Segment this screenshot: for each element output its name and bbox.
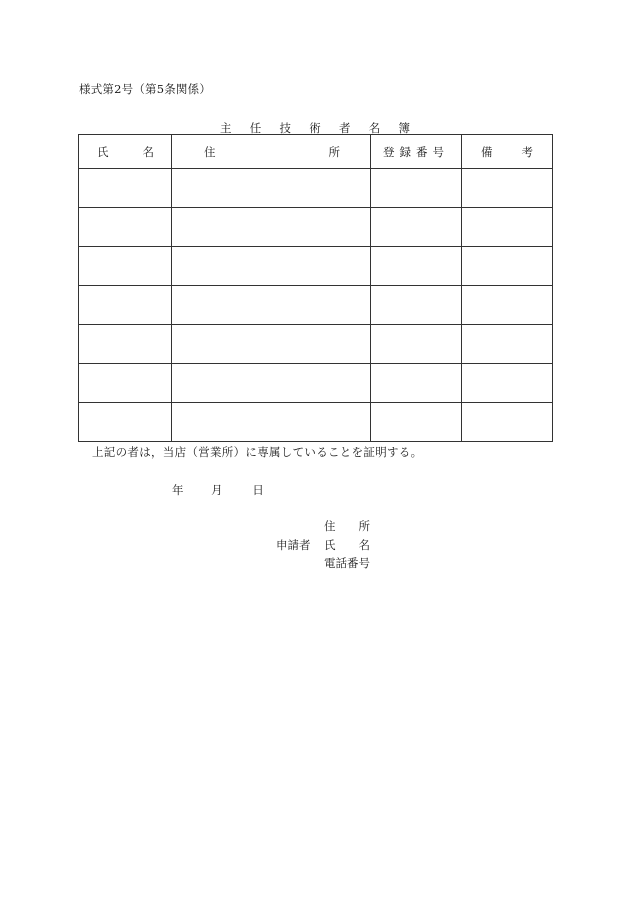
cell-address[interactable] <box>172 247 371 286</box>
cell-registration-number[interactable] <box>371 247 462 286</box>
cell-registration-number[interactable] <box>371 403 462 442</box>
cell-registration-number[interactable] <box>371 325 462 364</box>
cell-address[interactable] <box>172 325 371 364</box>
cell-address[interactable] <box>172 403 371 442</box>
table-row <box>79 247 553 286</box>
title-char: 名 <box>368 121 381 135</box>
cell-name[interactable] <box>79 403 172 442</box>
title-char: 主 <box>220 121 232 135</box>
engineer-register-table <box>78 134 553 442</box>
header-remarks <box>462 135 553 169</box>
cell-registration-number[interactable] <box>371 286 462 325</box>
title-char: 技 <box>279 121 291 135</box>
cell-remarks[interactable] <box>462 169 553 208</box>
applicant-phone-text: 電話番号 <box>324 556 370 570</box>
cell-registration-number[interactable] <box>371 364 462 403</box>
title-char: 簿 <box>398 121 410 135</box>
title-char: 術 <box>309 121 321 135</box>
cell-remarks[interactable] <box>462 208 553 247</box>
cell-registration-number[interactable] <box>371 169 462 208</box>
header-address <box>172 135 371 169</box>
header-name <box>79 135 172 169</box>
applicant-address-label <box>324 518 370 534</box>
cell-address[interactable] <box>172 286 371 325</box>
form-number: 様式第2号（第5条関係） <box>79 82 212 96</box>
cell-address[interactable] <box>172 169 371 208</box>
cell-name[interactable] <box>79 364 172 403</box>
date-month-label: 月 <box>211 483 223 497</box>
cell-address[interactable] <box>172 364 371 403</box>
certification-statement: 上記の者は，当店（営業所）に専属していることを証明する。 <box>92 445 423 459</box>
cell-address[interactable] <box>172 208 371 247</box>
table-row <box>79 286 553 325</box>
header-name-char: 氏 <box>97 144 109 159</box>
table-row <box>79 364 553 403</box>
cell-name[interactable] <box>79 247 172 286</box>
header-name-char: 名 <box>142 144 154 159</box>
cell-registration-number[interactable] <box>371 208 462 247</box>
header-address-char: 住 <box>204 144 216 159</box>
cell-remarks[interactable] <box>462 325 553 364</box>
table-row <box>79 169 553 208</box>
table-row <box>79 208 553 247</box>
table-row <box>79 325 553 364</box>
applicant-name-char: 氏 <box>324 538 336 552</box>
cell-remarks[interactable] <box>462 364 553 403</box>
table-row <box>79 403 553 442</box>
applicant-label: 申請者 <box>276 538 311 552</box>
cell-name[interactable] <box>79 208 172 247</box>
cell-remarks[interactable] <box>462 403 553 442</box>
header-address-char: 所 <box>328 144 340 159</box>
cell-name[interactable] <box>79 169 172 208</box>
cell-remarks[interactable] <box>462 286 553 325</box>
applicant-address-char: 所 <box>358 519 370 533</box>
applicant-name-char: 名 <box>358 538 370 552</box>
applicant-address-char: 住 <box>324 519 336 533</box>
header-registration-number <box>371 135 462 169</box>
date-year-label: 年 <box>172 483 184 497</box>
header-remarks-char: 備 <box>481 144 493 159</box>
table-header-row <box>79 135 553 169</box>
date-line <box>172 482 264 498</box>
cell-name[interactable] <box>79 325 172 364</box>
header-remarks-char: 考 <box>521 144 533 159</box>
header-registration-label: 登録番号 <box>383 144 449 159</box>
cell-remarks[interactable] <box>462 247 553 286</box>
applicant-phone-label <box>324 555 370 571</box>
title-char: 任 <box>249 121 262 135</box>
date-day-label: 日 <box>252 483 264 497</box>
title-char: 者 <box>339 121 351 135</box>
applicant-name-label <box>324 537 370 553</box>
cell-name[interactable] <box>79 286 172 325</box>
